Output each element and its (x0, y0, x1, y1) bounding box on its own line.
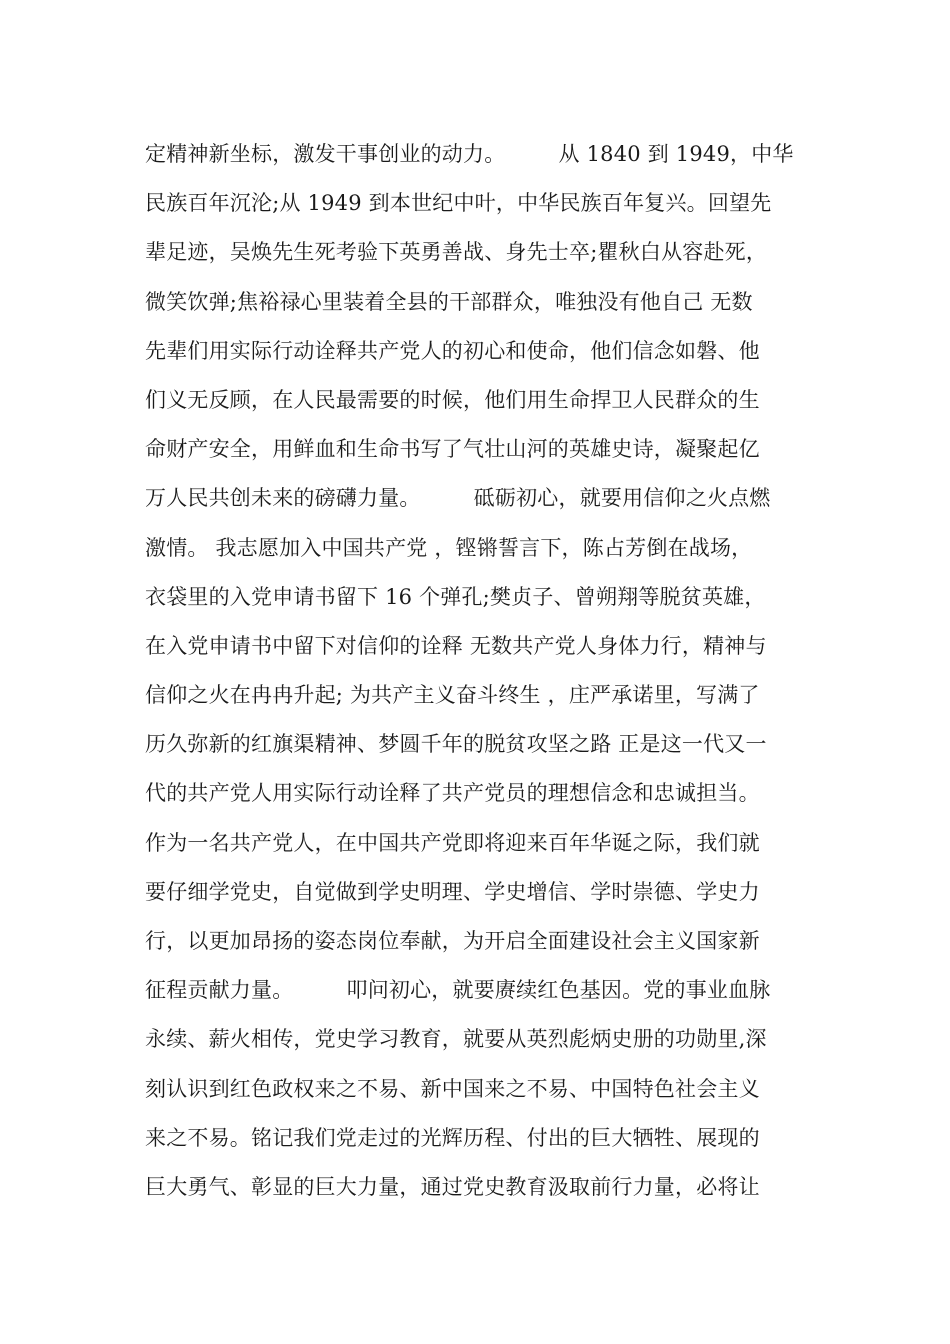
text-line: 历久弥新的红旗渠精神、梦圆千年的脱贫攻坚之路 正是这一代又一 (145, 732, 767, 757)
text-line: 征程贡献力量。 叩问初心，就要赓续红色基因。党的事业血脉 (145, 978, 771, 1003)
text-line: 来之不易。铭记我们党走过的光辉历程、付出的巨大牺牲、展现的 (145, 1125, 760, 1150)
text-line: 们义无反顾，在人民最需要的时候，他们用生命捍卫人民群众的生 (145, 387, 760, 412)
text-line: 激情。 我志愿加入中国共产党 ，铿锵誓言下，陈占芳倒在战场， (145, 535, 753, 560)
text-line: 微笑饮弹;焦裕禄心里装着全县的干部群众，唯独没有他自己 无数 (145, 289, 753, 314)
text-line: 先辈们用实际行动诠释共产党人的初心和使命，他们信念如磐、他 (145, 338, 760, 363)
text-line: 在入党申请书中留下对信仰的诠释 无数共产党人身体力行，精神与 (145, 633, 767, 658)
text-line: 行，以更加昂扬的姿态岗位奉献，为开启全面建设社会主义国家新 (145, 929, 760, 953)
text-line: 辈足迹，吴焕先生死考验下英勇善战、身先士卒;瞿秋白从容赴死， (145, 240, 768, 265)
text-line: 刻认识到红色政权来之不易、新中国来之不易、中国特色社会主义 (145, 1076, 760, 1101)
body-text (145, 130, 825, 1212)
text-line: 永续、薪火相传，党史学习教育，就要从英烈彪炳史册的功勋里,深 (145, 1027, 767, 1052)
text-line: 巨大勇气、彰显的巨大力量，通过党史教育汲取前行力量，必将让 (145, 1174, 760, 1199)
text-line: 作为一名共产党人，在中国共产党即将迎来百年华诞之际，我们就 (145, 830, 760, 855)
text-line: 命财产安全，用鲜血和生命书写了气壮山河的英雄史诗，凝聚起亿 (145, 437, 760, 462)
text-line: 民族百年沉沦;从 1949 到本世纪中叶，中华民族百年复兴。回望先 (145, 191, 772, 216)
text-line: 定精神新坐标，激发干事创业的动力。 从 1840 到 1949，中华 (145, 142, 794, 166)
text-line: 信仰之火在冉冉升起; 为共产主义奋斗终生 ，庄严承诺里，写满了 (145, 683, 760, 708)
text-line: 要仔细学党史，自觉做到学史明理、学史增信、学时崇德、学史力 (145, 879, 760, 904)
text-line: 万人民共创未来的磅礴力量。 砥砺初心，就要用信仰之火点燃 (145, 486, 771, 511)
text-line: 衣袋里的入党申请书留下 16 个弹孔;樊贞子、曾朔翔等脱贫英雄， (145, 584, 766, 609)
text-line: 代的共产党人用实际行动诠释了共产党员的理想信念和忠诚担当。 (145, 781, 760, 806)
